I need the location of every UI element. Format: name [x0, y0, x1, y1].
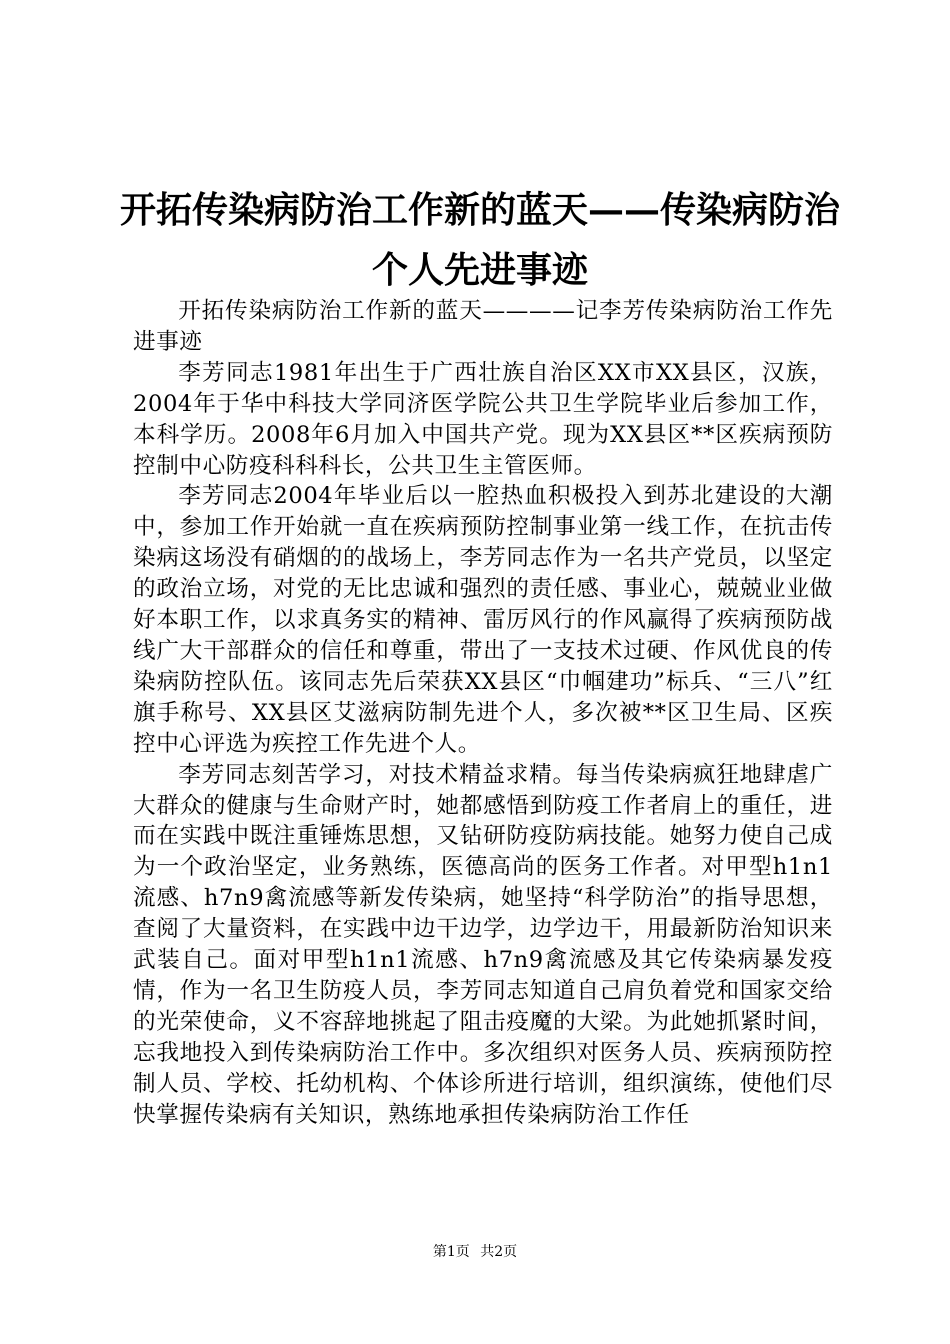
page-number: 第1页: [432, 1244, 470, 1260]
document-body: [133, 296, 833, 1130]
paragraph-subtitle: 开拓传染病防治工作新的蓝天————记李芳传染病防治工作先进事迹: [133, 298, 833, 355]
paragraph-study: 李芳同志刻苦学习，对技术精益求精。每当传染病疯狂地肆虐广大群众的健康与生命财产时，她都感悟到防疫工作者肩上的重任，进而在实践中既注重锤炼思想，又钻研防疫防病技能。她努力使自己成为一个政治坚定，业务熟练，医德高尚的医务工作者。对甲型h1n1流感、h7n9禽流感等新发传染病，她坚持“科学防治”的指导思想，查阅了大量资料，在实践中边干边学，边学边干，用最新防治知识来武装自己。面对甲型h1n1流感、h7n9禽流感及其它传染病暴发疫情，作为一名卫生防疫人员，李芳同志知道自己肩负着党和国家交给的光荣使命，义不容辞地挑起了阻击疫魔的大梁。为此她抓紧时间，忘我地投入到传染病防治工作中。多次组织对医务人员、疾病预防控制人员、学校、托幼机构、个体诊所进行培训，组织演练，使他们尽快掌握传染病有关知识，熟练地承担传染病防治工作任: [133, 761, 833, 1128]
document-title: 开拓传染病防治工作新的蓝天——传染病防治个人先进事迹: [119, 189, 840, 291]
page-total: 共2页: [480, 1244, 518, 1260]
paragraph-career: 李芳同志2004年毕业后以一腔热血积极投入到苏北建设的大潮中，参加工作开始就一直在疾病预防控制事业第一线工作，在抗击传染病这场没有硝烟的的战场上，李芳同志作为一名共产党员，以坚定的政治立场，对党的无比忠诚和强烈的责任感、事业心，兢兢业业做好本职工作，以求真务实的精神、雷厉风行的作风赢得了疾病预防战线广大干部群众的信任和尊重，带出了一支技术过硬、作风优良的传染病防控队伍。该同志先后荣获XX县区“巾帼建功”标兵、“三八”红旗手称号、XX县区艾滋病防制先进个人，多次被**区卫生局、区疾控中心评选为疾控工作先进个人。: [133, 483, 833, 757]
paragraph-biography: 李芳同志1981年出生于广西壮族自治区XX市XX县区，汉族，2004年于华中科技大学同济医学院公共卫生学院毕业后参加工作，本科学历。2008年6月加入中国共产党。现为XX县区**区疾病预防控制中心防疫科科科长，公共卫生主管医师。: [133, 359, 833, 479]
page-footer: [0, 1242, 950, 1262]
